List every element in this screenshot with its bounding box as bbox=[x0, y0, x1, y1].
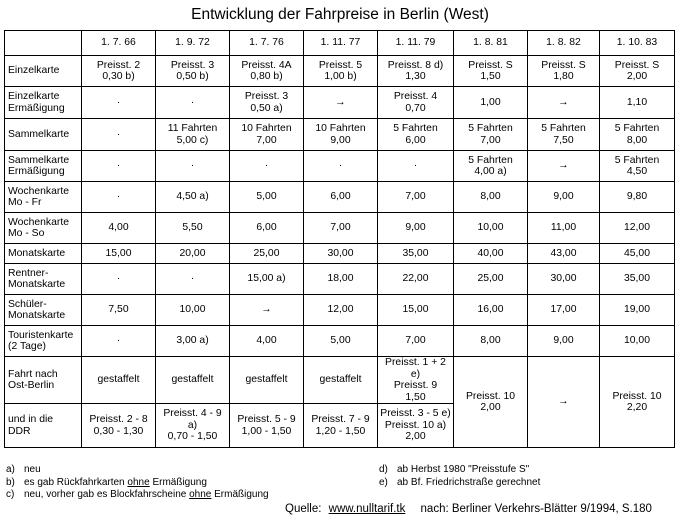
fare-cell bbox=[454, 56, 528, 87]
fare-cell bbox=[156, 151, 230, 182]
row-label bbox=[5, 326, 82, 357]
cell-line: 19,00 bbox=[623, 304, 650, 316]
footnotes-left bbox=[6, 464, 269, 502]
fare-cell bbox=[304, 326, 378, 357]
fare-cell bbox=[528, 244, 600, 264]
cell-line: · bbox=[116, 96, 121, 108]
cell-line: 9,00 bbox=[553, 335, 574, 347]
footnote-c: c) neu, vorher gab es Blockfahrscheine ohne Ermäßigung bbox=[6, 489, 269, 500]
row-label bbox=[5, 295, 82, 326]
fare-cell bbox=[304, 244, 378, 264]
fare-row bbox=[5, 213, 675, 244]
cell-line: 6,00 bbox=[405, 134, 426, 146]
fare-cell bbox=[454, 295, 528, 326]
cell-line: (2 Tage) bbox=[8, 341, 46, 352]
cell-line: 4,00 bbox=[108, 222, 129, 234]
fare-cell bbox=[454, 182, 528, 213]
page-title: Entwicklung der Fahrpreise in Berlin (West) bbox=[191, 6, 489, 23]
fare-cell bbox=[82, 244, 156, 264]
cell-line: 20,00 bbox=[179, 247, 206, 259]
fare-cell bbox=[528, 182, 600, 213]
cell-line: Preisst. 1 + 2 e) bbox=[385, 357, 446, 380]
cell-line: Rentner- bbox=[8, 267, 49, 279]
cell-line: 9,00 bbox=[330, 134, 351, 146]
cell-line: 2,00 bbox=[626, 71, 648, 82]
cell-line: 5,00 bbox=[256, 191, 277, 203]
fare-cell bbox=[156, 182, 230, 213]
row-label bbox=[5, 213, 82, 244]
cell-line: 9,00 bbox=[553, 191, 574, 203]
cell-line: Preisst. 4A bbox=[241, 59, 292, 71]
fare-cell bbox=[600, 326, 675, 357]
fare-cell bbox=[82, 264, 156, 295]
cell-line: · bbox=[264, 160, 269, 172]
fare-cell bbox=[378, 295, 454, 326]
fare-cell bbox=[454, 213, 528, 244]
footnote-a: a) neu bbox=[6, 464, 41, 475]
cell-line: 30,00 bbox=[327, 247, 354, 259]
fare-cell bbox=[454, 264, 528, 295]
cell-line: 18,00 bbox=[327, 273, 354, 285]
cell-line: · bbox=[116, 273, 121, 285]
fare-row-east-berlin bbox=[5, 357, 675, 404]
cell-line: Monatskarte bbox=[8, 279, 66, 290]
fare-cell bbox=[156, 404, 230, 448]
fare-cell bbox=[378, 357, 454, 404]
cell-line: Preisst. 4 bbox=[393, 91, 438, 102]
cell-line: 2,20 bbox=[626, 402, 648, 413]
cell-line: 0,80 b) bbox=[250, 71, 283, 82]
fare-cell bbox=[156, 213, 230, 244]
cell-line: 15,00 bbox=[105, 247, 132, 259]
fare-cell bbox=[454, 244, 528, 264]
cell-line: Einzelkarte bbox=[8, 65, 60, 77]
fare-cell-merged bbox=[600, 357, 675, 448]
cell-line: → bbox=[335, 96, 346, 108]
cell-line: und in die bbox=[8, 414, 54, 425]
cell-line: Mo - So bbox=[8, 228, 45, 239]
row-label bbox=[5, 56, 82, 87]
cell-line: 8,00 bbox=[480, 335, 501, 347]
header-date: 1. 10. 83 bbox=[600, 31, 675, 56]
cell-line: Wochenkarte bbox=[8, 185, 70, 197]
fare-cell bbox=[454, 87, 528, 119]
cell-line: Mo - Fr bbox=[8, 197, 42, 208]
cell-line: 5 Fahrten bbox=[541, 123, 586, 134]
header-date: 1. 11. 77 bbox=[304, 31, 378, 56]
fare-table bbox=[4, 30, 675, 448]
cell-line: 7,00 bbox=[405, 335, 426, 347]
fare-cell bbox=[230, 151, 304, 182]
cell-line: Einzelkarte bbox=[8, 91, 60, 102]
row-label bbox=[5, 151, 82, 182]
fare-cell bbox=[378, 213, 454, 244]
fare-cell bbox=[82, 151, 156, 182]
cell-line: 11 Fahrten bbox=[167, 123, 218, 134]
cell-line: 8,00 bbox=[626, 134, 648, 146]
fare-cell bbox=[454, 326, 528, 357]
fare-cell bbox=[454, 119, 528, 151]
cell-line: 30,00 bbox=[550, 273, 577, 285]
cell-line: Preisst. 5 bbox=[318, 59, 363, 71]
cell-line: Sammelkarte bbox=[8, 154, 70, 166]
fare-cell bbox=[600, 244, 675, 264]
fare-cell bbox=[304, 404, 378, 448]
header-date: 1. 9. 72 bbox=[156, 31, 230, 56]
fare-row bbox=[5, 182, 675, 213]
fare-cell bbox=[156, 56, 230, 87]
cell-line: Preisst. 9 bbox=[393, 380, 438, 391]
cell-line: Preisst. 2 - 8 bbox=[89, 414, 148, 425]
source-label: Quelle: bbox=[285, 503, 322, 515]
cell-line: 0,70 - 1,50 bbox=[167, 431, 218, 443]
cell-line: → bbox=[558, 396, 569, 408]
fare-cell bbox=[230, 326, 304, 357]
cell-line: Preisst. 10 bbox=[612, 390, 662, 402]
cell-line: 0,70 bbox=[405, 102, 426, 114]
cell-line: Wochenkarte bbox=[8, 216, 70, 228]
fare-cell bbox=[82, 119, 156, 151]
cell-line: 45,00 bbox=[623, 247, 650, 259]
fare-cell bbox=[600, 119, 675, 151]
cell-line: 4,50 bbox=[626, 166, 648, 177]
cell-line: Preisst. 10 a) bbox=[384, 419, 447, 431]
cell-line: 5,50 bbox=[182, 222, 203, 234]
header-date: 1. 7. 66 bbox=[82, 31, 156, 56]
cell-line: Monatskarte bbox=[8, 247, 66, 259]
row-label bbox=[5, 404, 82, 448]
footnote-b: b) es gab Rückfahrkarten ohne Ermäßigung bbox=[6, 476, 207, 488]
cell-line: Preisst. 7 - 9 bbox=[311, 414, 370, 425]
fare-cell bbox=[528, 56, 600, 87]
footnote-e: e) ab Bf. Friedrichstraße gerechnet bbox=[379, 476, 541, 488]
fare-cell bbox=[304, 151, 378, 182]
cell-line: Preisst. 3 bbox=[244, 91, 289, 102]
cell-line: 0,50 b) bbox=[176, 71, 209, 82]
fare-cell-merged bbox=[454, 357, 528, 448]
fare-row bbox=[5, 119, 675, 151]
cell-line: 22,00 bbox=[402, 273, 429, 285]
fare-cell bbox=[230, 56, 304, 87]
fare-cell bbox=[378, 182, 454, 213]
fare-cell bbox=[82, 87, 156, 119]
fare-cell bbox=[82, 213, 156, 244]
fare-cell bbox=[378, 119, 454, 151]
footnote-d: d) ab Herbst 1980 "Preisstufe S" bbox=[379, 464, 530, 475]
header-date: 1. 8. 81 bbox=[454, 31, 528, 56]
cell-line: 5 Fahrten bbox=[614, 123, 660, 134]
cell-line: Fahrt nach bbox=[8, 368, 58, 380]
source-line bbox=[285, 503, 652, 515]
fare-cell bbox=[230, 357, 304, 404]
footnotes-right bbox=[379, 464, 540, 489]
fare-cell bbox=[528, 264, 600, 295]
cell-line: 5,00 bbox=[330, 335, 351, 347]
cell-line: 17,00 bbox=[550, 304, 577, 316]
fare-cell bbox=[156, 244, 230, 264]
fare-row bbox=[5, 326, 675, 357]
fare-row bbox=[5, 264, 675, 295]
cell-line: 5 Fahrten bbox=[468, 123, 513, 134]
cell-line: 8,00 bbox=[480, 191, 501, 203]
fare-cell bbox=[600, 87, 675, 119]
cell-line: 0,30 - 1,30 bbox=[93, 425, 144, 437]
cell-line: · bbox=[190, 96, 195, 108]
cell-line: 5 Fahrten bbox=[468, 154, 513, 166]
fare-cell bbox=[230, 213, 304, 244]
fare-cell bbox=[378, 404, 454, 448]
fare-cell bbox=[156, 326, 230, 357]
source-reference: nach: Berliner Verkehrs-Blätter 9/1994, S.180 bbox=[420, 503, 652, 515]
cell-line: 4,00 bbox=[256, 335, 277, 347]
cell-line: 5 Fahrten bbox=[393, 123, 438, 134]
fare-cell bbox=[156, 357, 230, 404]
cell-line: 6,00 bbox=[256, 222, 277, 234]
cell-line: Preisst. 3 - 5 e) bbox=[380, 408, 451, 420]
cell-line: 10,00 bbox=[477, 222, 504, 234]
fare-cell bbox=[454, 151, 528, 182]
cell-line: 7,00 bbox=[405, 191, 426, 203]
cell-line: 1,50 bbox=[480, 71, 501, 82]
cell-line: 0,30 b) bbox=[102, 71, 135, 82]
row-label bbox=[5, 182, 82, 213]
fare-cell bbox=[378, 56, 454, 87]
cell-line: 5 Fahrten bbox=[614, 154, 660, 166]
cell-line: Ermäßigung bbox=[8, 102, 65, 114]
cell-line: 11,00 bbox=[550, 222, 577, 234]
cell-line: Ermäßigung bbox=[8, 166, 65, 177]
cell-line: Preisst. S bbox=[614, 59, 660, 71]
fare-cell bbox=[600, 56, 675, 87]
fare-cell bbox=[82, 182, 156, 213]
cell-line: 10 Fahrten bbox=[315, 123, 366, 134]
cell-line: · bbox=[338, 160, 343, 172]
fare-cell bbox=[82, 56, 156, 87]
cell-line: gestaffelt bbox=[97, 374, 140, 386]
fare-cell bbox=[528, 326, 600, 357]
row-label bbox=[5, 87, 82, 119]
cell-line: gestaffelt bbox=[319, 374, 362, 386]
cell-line: Preisst. S bbox=[468, 59, 513, 71]
source-link[interactable]: www.nulltarif.tk bbox=[328, 503, 406, 515]
fare-cell bbox=[156, 295, 230, 326]
cell-line: · bbox=[116, 335, 121, 347]
fare-cell bbox=[600, 264, 675, 295]
cell-line: Preisst. 2 bbox=[96, 59, 141, 71]
fare-cell bbox=[304, 119, 378, 151]
fare-cell bbox=[230, 404, 304, 448]
cell-line: · bbox=[116, 160, 121, 172]
cell-line: 1,00 b) bbox=[324, 71, 357, 82]
cell-line: 16,00 bbox=[477, 304, 504, 316]
fare-cell bbox=[378, 151, 454, 182]
cell-line: 0,50 a) bbox=[250, 102, 283, 114]
fare-cell bbox=[82, 326, 156, 357]
cell-line: 1,10 bbox=[626, 96, 648, 108]
row-label bbox=[5, 357, 82, 404]
fare-cell bbox=[378, 326, 454, 357]
fare-cell bbox=[528, 87, 600, 119]
header-date: 1. 7. 76 bbox=[230, 31, 304, 56]
cell-line: 3,00 a) bbox=[176, 335, 209, 347]
cell-line: gestaffelt bbox=[171, 374, 214, 386]
cell-line: 12,00 bbox=[327, 304, 354, 316]
fare-cell bbox=[156, 119, 230, 151]
cell-line: → bbox=[558, 160, 569, 172]
cell-line: 40,00 bbox=[477, 247, 504, 259]
header-date: 1. 8. 82 bbox=[528, 31, 600, 56]
cell-line: 9,00 bbox=[405, 222, 426, 234]
fare-cell bbox=[156, 87, 230, 119]
cell-line: Preisst. 8 d) bbox=[387, 59, 444, 71]
fare-cell bbox=[230, 264, 304, 295]
fare-cell bbox=[230, 244, 304, 264]
fare-cell bbox=[304, 264, 378, 295]
cell-line: 4,50 a) bbox=[176, 191, 209, 203]
cell-line: Monatskarte bbox=[8, 310, 66, 321]
cell-line: · bbox=[116, 191, 121, 203]
cell-line: 7,00 bbox=[256, 134, 277, 146]
header-row bbox=[5, 31, 675, 56]
fare-cell bbox=[600, 151, 675, 182]
fare-cell bbox=[230, 182, 304, 213]
row-label bbox=[5, 119, 82, 151]
cell-line: 12,00 bbox=[623, 222, 650, 234]
cell-line: gestaffelt bbox=[245, 374, 288, 386]
cell-line: 15,00 bbox=[402, 304, 429, 316]
fare-cell bbox=[378, 87, 454, 119]
row-label bbox=[5, 264, 82, 295]
fare-cell bbox=[528, 151, 600, 182]
cell-line: 7,50 bbox=[108, 304, 129, 316]
cell-line: 7,00 bbox=[480, 134, 501, 146]
cell-line: 7,50 bbox=[553, 134, 574, 146]
fare-cell bbox=[230, 119, 304, 151]
cell-line: 35,00 bbox=[623, 273, 650, 285]
fare-cell bbox=[82, 357, 156, 404]
cell-line: Preisst. 5 - 9 bbox=[237, 414, 296, 425]
fare-cell bbox=[230, 295, 304, 326]
fare-cell bbox=[378, 264, 454, 295]
cell-line: 1,80 bbox=[553, 71, 574, 82]
fare-cell-merged bbox=[528, 357, 600, 448]
cell-line: 4,00 a) bbox=[474, 166, 507, 177]
cell-line: Preisst. 4 - 9 a) bbox=[163, 408, 222, 431]
fare-cell bbox=[230, 87, 304, 119]
fare-cell bbox=[304, 295, 378, 326]
fare-cell bbox=[600, 295, 675, 326]
cell-line: Touristenkarte bbox=[8, 329, 74, 341]
cell-line: 25,00 bbox=[477, 273, 504, 285]
cell-line: · bbox=[116, 128, 121, 140]
fare-row bbox=[5, 151, 675, 182]
cell-line: 6,00 bbox=[330, 191, 351, 203]
cell-line: 1,00 - 1,50 bbox=[241, 425, 292, 437]
cell-line: 2,00 bbox=[480, 402, 501, 413]
cell-line: 1,50 bbox=[405, 391, 426, 403]
cell-line: → bbox=[558, 96, 569, 108]
cell-line: Ost-Berlin bbox=[8, 380, 55, 391]
cell-line: · bbox=[190, 160, 195, 172]
fare-cell bbox=[82, 404, 156, 448]
cell-line: → bbox=[261, 304, 272, 316]
cell-line: · bbox=[413, 160, 418, 172]
cell-line: 10,00 bbox=[179, 304, 206, 316]
cell-line: Preisst. 10 bbox=[465, 390, 516, 402]
cell-line: 7,00 bbox=[330, 222, 351, 234]
cell-line: 35,00 bbox=[402, 247, 429, 259]
cell-line: 5,00 c) bbox=[176, 134, 209, 146]
fare-cell bbox=[304, 182, 378, 213]
fare-cell bbox=[156, 264, 230, 295]
cell-line: 9,80 bbox=[626, 191, 648, 203]
fare-cell bbox=[378, 244, 454, 264]
header-corner bbox=[5, 31, 82, 56]
cell-line: 1,30 bbox=[405, 71, 426, 82]
cell-line: DDR bbox=[8, 425, 31, 437]
header-date: 1. 11. 79 bbox=[378, 31, 454, 56]
row-label bbox=[5, 244, 82, 264]
fare-row bbox=[5, 87, 675, 119]
cell-line: 43,00 bbox=[550, 247, 577, 259]
fare-row bbox=[5, 295, 675, 326]
cell-line: 1,20 - 1,50 bbox=[315, 425, 366, 437]
fare-cell bbox=[304, 87, 378, 119]
fare-cell bbox=[304, 357, 378, 404]
fare-cell bbox=[528, 119, 600, 151]
cell-line: 10 Fahrten bbox=[241, 123, 292, 134]
cell-line: Preisst. 3 bbox=[170, 59, 215, 71]
fare-row bbox=[5, 244, 675, 264]
cell-line: Schüler- bbox=[8, 298, 47, 310]
cell-line: 2,00 bbox=[405, 431, 426, 443]
fare-row bbox=[5, 56, 675, 87]
fare-cell bbox=[304, 213, 378, 244]
fare-cell bbox=[600, 213, 675, 244]
fare-cell bbox=[82, 295, 156, 326]
cell-line: 15,00 a) bbox=[247, 273, 286, 285]
cell-line: 10,00 bbox=[623, 335, 650, 347]
fare-cell bbox=[600, 182, 675, 213]
cell-line: · bbox=[190, 273, 195, 285]
cell-line: Sammelkarte bbox=[8, 128, 70, 140]
fare-cell bbox=[528, 295, 600, 326]
fare-cell bbox=[304, 56, 378, 87]
fare-cell bbox=[528, 213, 600, 244]
cell-line: 1,00 bbox=[480, 96, 501, 108]
cell-line: Preisst. S bbox=[541, 59, 586, 71]
cell-line: 25,00 bbox=[253, 247, 280, 259]
